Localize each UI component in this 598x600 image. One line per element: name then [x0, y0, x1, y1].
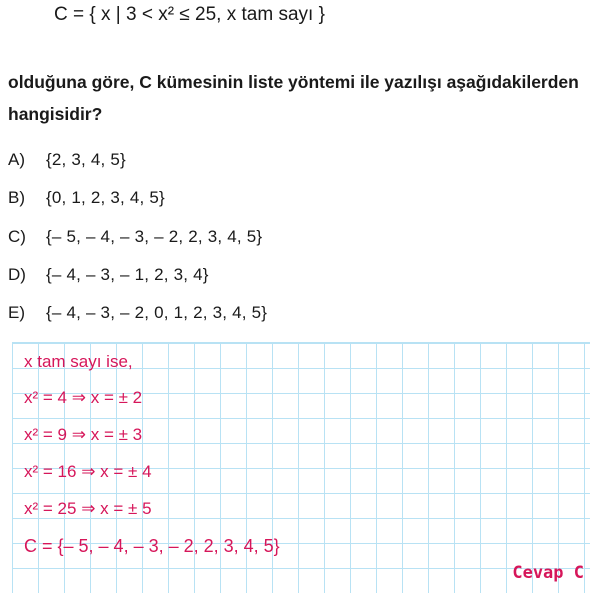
option-value: {0, 1, 2, 3, 4, 5} [46, 188, 165, 207]
option-c[interactable] [8, 227, 262, 247]
step-result: x = ± 4 [100, 462, 152, 481]
option-d[interactable] [8, 265, 209, 285]
option-a[interactable] [8, 150, 126, 170]
option-value: {2, 3, 4, 5} [46, 150, 126, 169]
option-b[interactable] [8, 188, 165, 208]
option-e[interactable] [8, 303, 267, 323]
option-value: {– 4, – 3, – 2, 0, 1, 2, 3, 4, 5} [46, 303, 268, 322]
step-result: x = ± 2 [90, 388, 143, 407]
step-result: x = ± 3 [90, 425, 143, 444]
solution-step [24, 462, 152, 482]
set-definition: C = { x | 3 < x² ≤ 25, x tam sayı } [54, 4, 325, 25]
solution-intro: x tam sayı ise, [24, 352, 133, 371]
option-letter: C) [8, 227, 26, 246]
implies-arrow-icon: ⇒ [81, 462, 96, 481]
solution-result: C = {– 5, – 4, – 3, – 2, 2, 3, 4, 5} [24, 536, 280, 556]
question-text: olduğuna göre, C kümesinin liste yöntemi ile yazılışı aşağıdakilerden hangisidir? [8, 72, 579, 124]
option-letter: E) [8, 303, 25, 322]
option-letter: B) [8, 188, 25, 207]
solution-step [24, 499, 152, 519]
implies-arrow-icon: ⇒ [81, 499, 96, 518]
step-equation: x² = 9 [24, 425, 67, 444]
step-equation: x² = 16 [24, 462, 77, 481]
implies-arrow-icon: ⇒ [71, 425, 86, 444]
option-value: {– 5, – 4, – 3, – 2, 2, 3, 4, 5} [46, 227, 263, 246]
solution-step [24, 388, 142, 408]
implies-arrow-icon: ⇒ [71, 388, 86, 407]
option-letter: D) [8, 265, 26, 284]
option-letter: A) [8, 150, 25, 169]
step-result: x = ± 5 [100, 499, 152, 518]
option-value: {– 4, – 3, – 1, 2, 3, 4} [46, 265, 209, 284]
solution-step [24, 425, 142, 445]
answer-label: Cevap C [512, 563, 584, 583]
step-equation: x² = 25 [24, 499, 77, 518]
step-equation: x² = 4 [24, 388, 67, 407]
